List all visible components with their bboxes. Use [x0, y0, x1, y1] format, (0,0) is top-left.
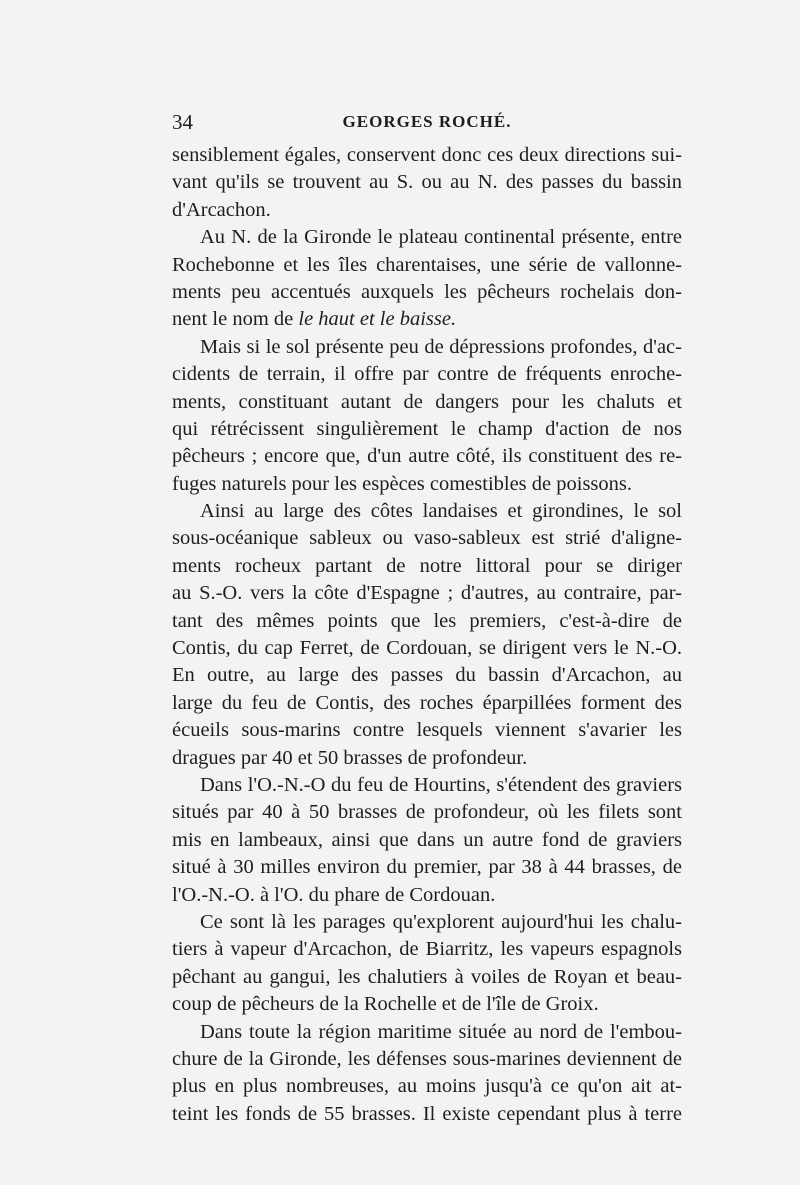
- text-line: Dans toute la région maritime située au nord de l'embou-: [200, 1020, 682, 1043]
- text-line: mis en lambeaux, ainsi que dans un autre fond de graviers: [172, 828, 682, 851]
- text-fragment: nent le nom de: [172, 308, 294, 331]
- text-line: sous-océanique sableux ou vaso-sableux est strié d'aligne-: [172, 527, 682, 550]
- text-line: [172, 306, 682, 333]
- text-line: ments peu accentués auxquels les pêcheurs rochelais don-: [172, 280, 682, 303]
- text-line: écueils sous-marins contre lesquels viennent s'avarier les: [172, 719, 682, 742]
- text-line: Dans l'O.-N.-O du feu de Hourtins, s'étendent des graviers: [200, 773, 682, 796]
- text-line: situés par 40 à 50 brasses de profondeur, où les filets sont: [172, 801, 682, 824]
- text-line: tant des mêmes points que les premiers, c'est-à-dire de: [172, 609, 682, 632]
- text-line: situé à 30 milles environ du premier, par 38 à 44 brasses, de: [172, 856, 682, 879]
- text-line: ments, constituant autant de dangers pour les chaluts et: [172, 390, 682, 413]
- text-line: l'O.-N.-O. à l'O. du phare de Cordouan.: [172, 883, 496, 906]
- text-line: coup de pêcheurs de la Rochelle et de l'île de Groix.: [172, 993, 599, 1016]
- italic-phrase: le haut et le baisse.: [298, 308, 457, 331]
- text-line: Ainsi au large des côtes landaises et girondines, le sol: [200, 500, 682, 523]
- text-line: d'Arcachon.: [172, 198, 271, 221]
- text-line: Au N. de la Gironde le plateau continental présente, entre: [200, 226, 682, 249]
- running-head: GEORGES ROCHÉ.: [342, 112, 512, 131]
- text-line: Mais si le sol présente peu de dépressions profondes, d'ac-: [200, 335, 682, 358]
- text-line: Contis, du cap Ferret, de Cordouan, se dirigent vers le N.-O.: [172, 637, 682, 660]
- text-line: sensiblement égales, conservent donc ces deux directions sui-: [172, 144, 682, 166]
- text-line: dragues par 40 et 50 brasses de profondeur.: [172, 746, 528, 769]
- text-line: au S.-O. vers la côte d'Espagne ; d'autres, au contraire, par-: [172, 582, 682, 605]
- text-line: chure de la Gironde, les défenses sous-marines deviennent de: [172, 1047, 682, 1070]
- text-line: vant qu'ils se trouvent au S. ou au N. des passes du bassin: [172, 171, 682, 194]
- text-line: ments rocheux partant de notre littoral pour se diriger: [172, 554, 682, 577]
- page-header: [172, 108, 682, 140]
- text-line: pêcheurs ; encore que, d'un autre côté, ils constituent des re-: [172, 445, 682, 468]
- text-line: Ce sont là les parages qu'explorent aujourd'hui les chalu-: [200, 910, 682, 933]
- text-line: Rochebonne et les îles charentaises, une série de vallonne-: [172, 253, 682, 276]
- text-line: tiers à vapeur d'Arcachon, de Biarritz, les vapeurs espagnols: [172, 938, 682, 961]
- page-number: 34: [172, 110, 193, 134]
- text-line: teint les fonds de 55 brasses. Il existe cependant plus à terre: [172, 1102, 682, 1125]
- body-text: [172, 142, 682, 1128]
- text-line: plus en plus nombreuses, au moins jusqu'à ce qu'on ait at-: [172, 1075, 682, 1098]
- text-line: cidents de terrain, il offre par contre de fréquents enroche-: [172, 363, 682, 386]
- text-line: En outre, au large des passes du bassin d'Arcachon, au: [172, 664, 682, 687]
- text-line: pêchant au gangui, les chalutiers à voiles de Royan et beau-: [172, 965, 682, 988]
- text-line: fuges naturels pour les espèces comestibles de poissons.: [172, 472, 633, 495]
- text-line: large du feu de Contis, des roches éparpillées forment des: [172, 691, 682, 714]
- text-line: qui rétrécissent singulièrement le champ d'action de nos: [172, 417, 682, 440]
